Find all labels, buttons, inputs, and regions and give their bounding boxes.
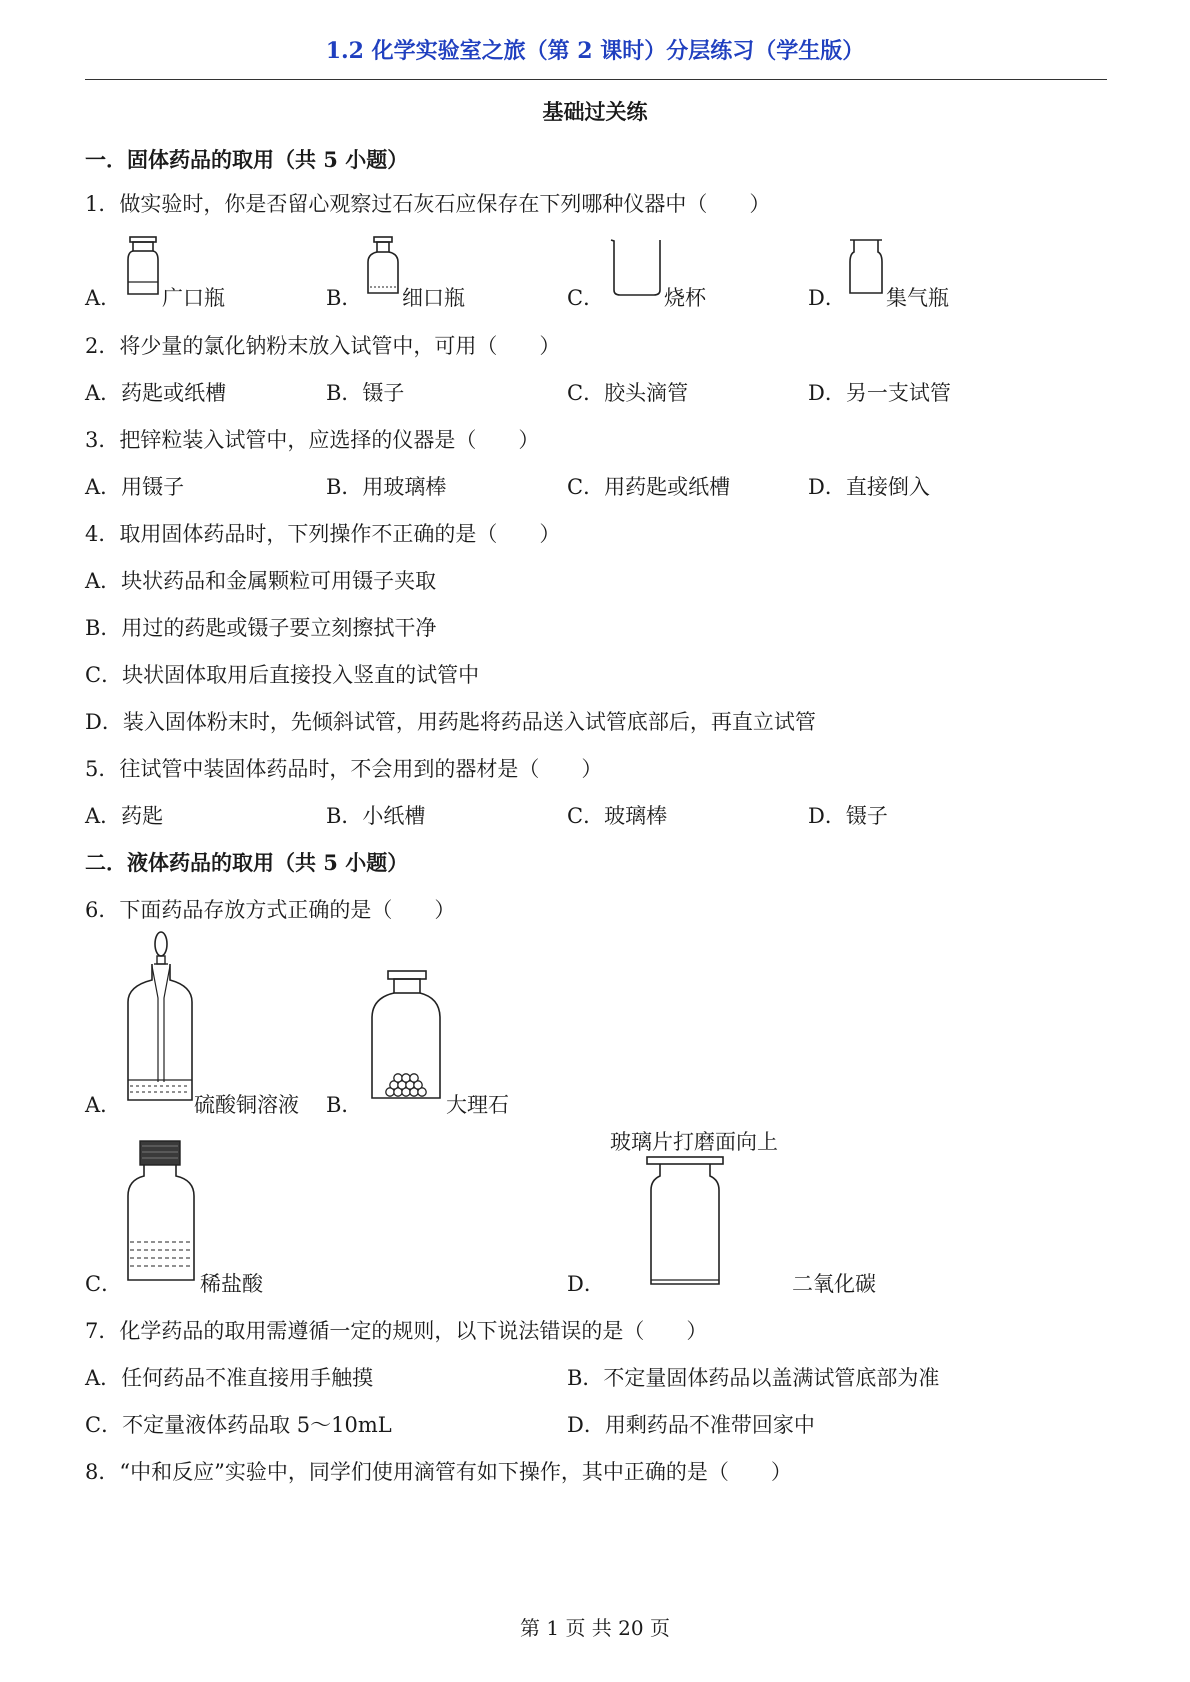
section-subtitle: 基础过关练 [542,99,648,124]
gas-jar-glass-plate-icon [646,1156,726,1288]
q7-option-c: C．不定量液体药品取 5～10mL [85,1413,392,1437]
q1-option-b-letter: B． [326,286,363,310]
q6-option-d-text: 二氧化碳 [792,1272,876,1296]
question-3-stem: 3．把锌粒装入试管中，应选择的仪器是（ ） [85,428,540,452]
q6-option-d-letter: D． [567,1272,605,1296]
q1-option-b-text: 细口瓶 [402,286,465,310]
q6-option-b-text: 大理石 [446,1093,509,1117]
q6-option-b-letter: B． [326,1093,363,1117]
q3-option-c: C．用药匙或纸槽 [567,475,731,499]
question-1-stem: 1．做实验时，你是否留心观察过石灰石应保存在下列哪种仪器中（ ） [85,192,771,216]
q2-option-c: C．胶头滴管 [567,381,689,405]
q1-option-c-letter: C． [567,286,605,310]
q6-option-c-letter: C． [85,1272,123,1296]
wide-mouth-bottle-icon [126,236,162,298]
q3-option-d: D．直接倒入 [808,475,930,499]
q4-option-d: D．装入固体粉末时，先倾斜试管，用药匙将药品送入试管底部后，再直立试管 [85,710,816,734]
beaker-icon [610,238,666,298]
q3-option-b: B．用玻璃棒 [326,475,447,499]
document-title: 1.2 化学实验室之旅（第 2 课时）分层练习（学生版） [325,38,865,64]
glass-plate-annotation: 玻璃片打磨面向上 [610,1130,778,1154]
header-divider [85,79,1107,80]
narrow-mouth-bottle-icon [365,236,401,298]
question-6-stem: 6．下面药品存放方式正确的是（ ） [85,898,456,922]
wide-bottle-marble-icon [370,970,444,1106]
q5-option-c: C．玻璃棒 [567,804,668,828]
q1-option-a-text: 广口瓶 [162,286,225,310]
q4-option-c: C．块状固体取用后直接投入竖直的试管中 [85,663,480,687]
q6-option-a-text: 硫酸铜溶液 [194,1093,299,1117]
q1-option-d-text: 集气瓶 [886,286,949,310]
q7-option-a: A．任何药品不准直接用手触摸 [85,1366,374,1390]
q6-option-c-text: 稀盐酸 [200,1272,263,1296]
section-heading-liquid: 二．液体药品的取用（共 5 小题） [85,850,409,875]
q3-option-a: A．用镊子 [85,475,185,499]
q5-option-b: B．小纸槽 [326,804,426,828]
question-2-stem: 2．将少量的氯化钠粉末放入试管中，可用（ ） [85,334,561,358]
stoppered-bottle-liquid-icon [126,1140,200,1286]
q2-option-a: A．药匙或纸槽 [85,381,227,405]
q2-option-d: D．另一支试管 [808,381,951,405]
q4-option-b: B．用过的药匙或镊子要立刻擦拭干净 [85,616,437,640]
question-5-stem: 5．往试管中装固体药品时，不会用到的器材是（ ） [85,757,603,781]
q1-option-d-letter: D． [808,286,846,310]
question-4-stem: 4．取用固体药品时，下列操作不正确的是（ ） [85,522,561,546]
q5-option-d: D．镊子 [808,804,888,828]
q1-option-c-text: 烧杯 [664,286,706,310]
section-heading-solid: 一．固体药品的取用（共 5 小题） [85,147,409,172]
dropper-bottle-icon [126,930,196,1108]
page-number: 第 1 页 共 20 页 [520,1616,670,1640]
q1-option-a-letter: A． [85,286,122,310]
q7-option-b: B．不定量固体药品以盖满试管底部为准 [567,1366,940,1390]
q2-option-b: B．镊子 [326,381,405,405]
q6-option-a-letter: A． [85,1093,122,1117]
question-8-stem: 8．“中和反应”实验中，同学们使用滴管有如下操作，其中正确的是（ ） [85,1460,792,1484]
gas-jar-icon [848,238,888,298]
q5-option-a: A．药匙 [85,804,164,828]
q4-option-a: A．块状药品和金属颗粒可用镊子夹取 [85,569,437,593]
question-7-stem: 7．化学药品的取用需遵循一定的规则，以下说法错误的是（ ） [85,1319,708,1343]
q7-option-d: D．用剩药品不准带回家中 [567,1413,815,1437]
